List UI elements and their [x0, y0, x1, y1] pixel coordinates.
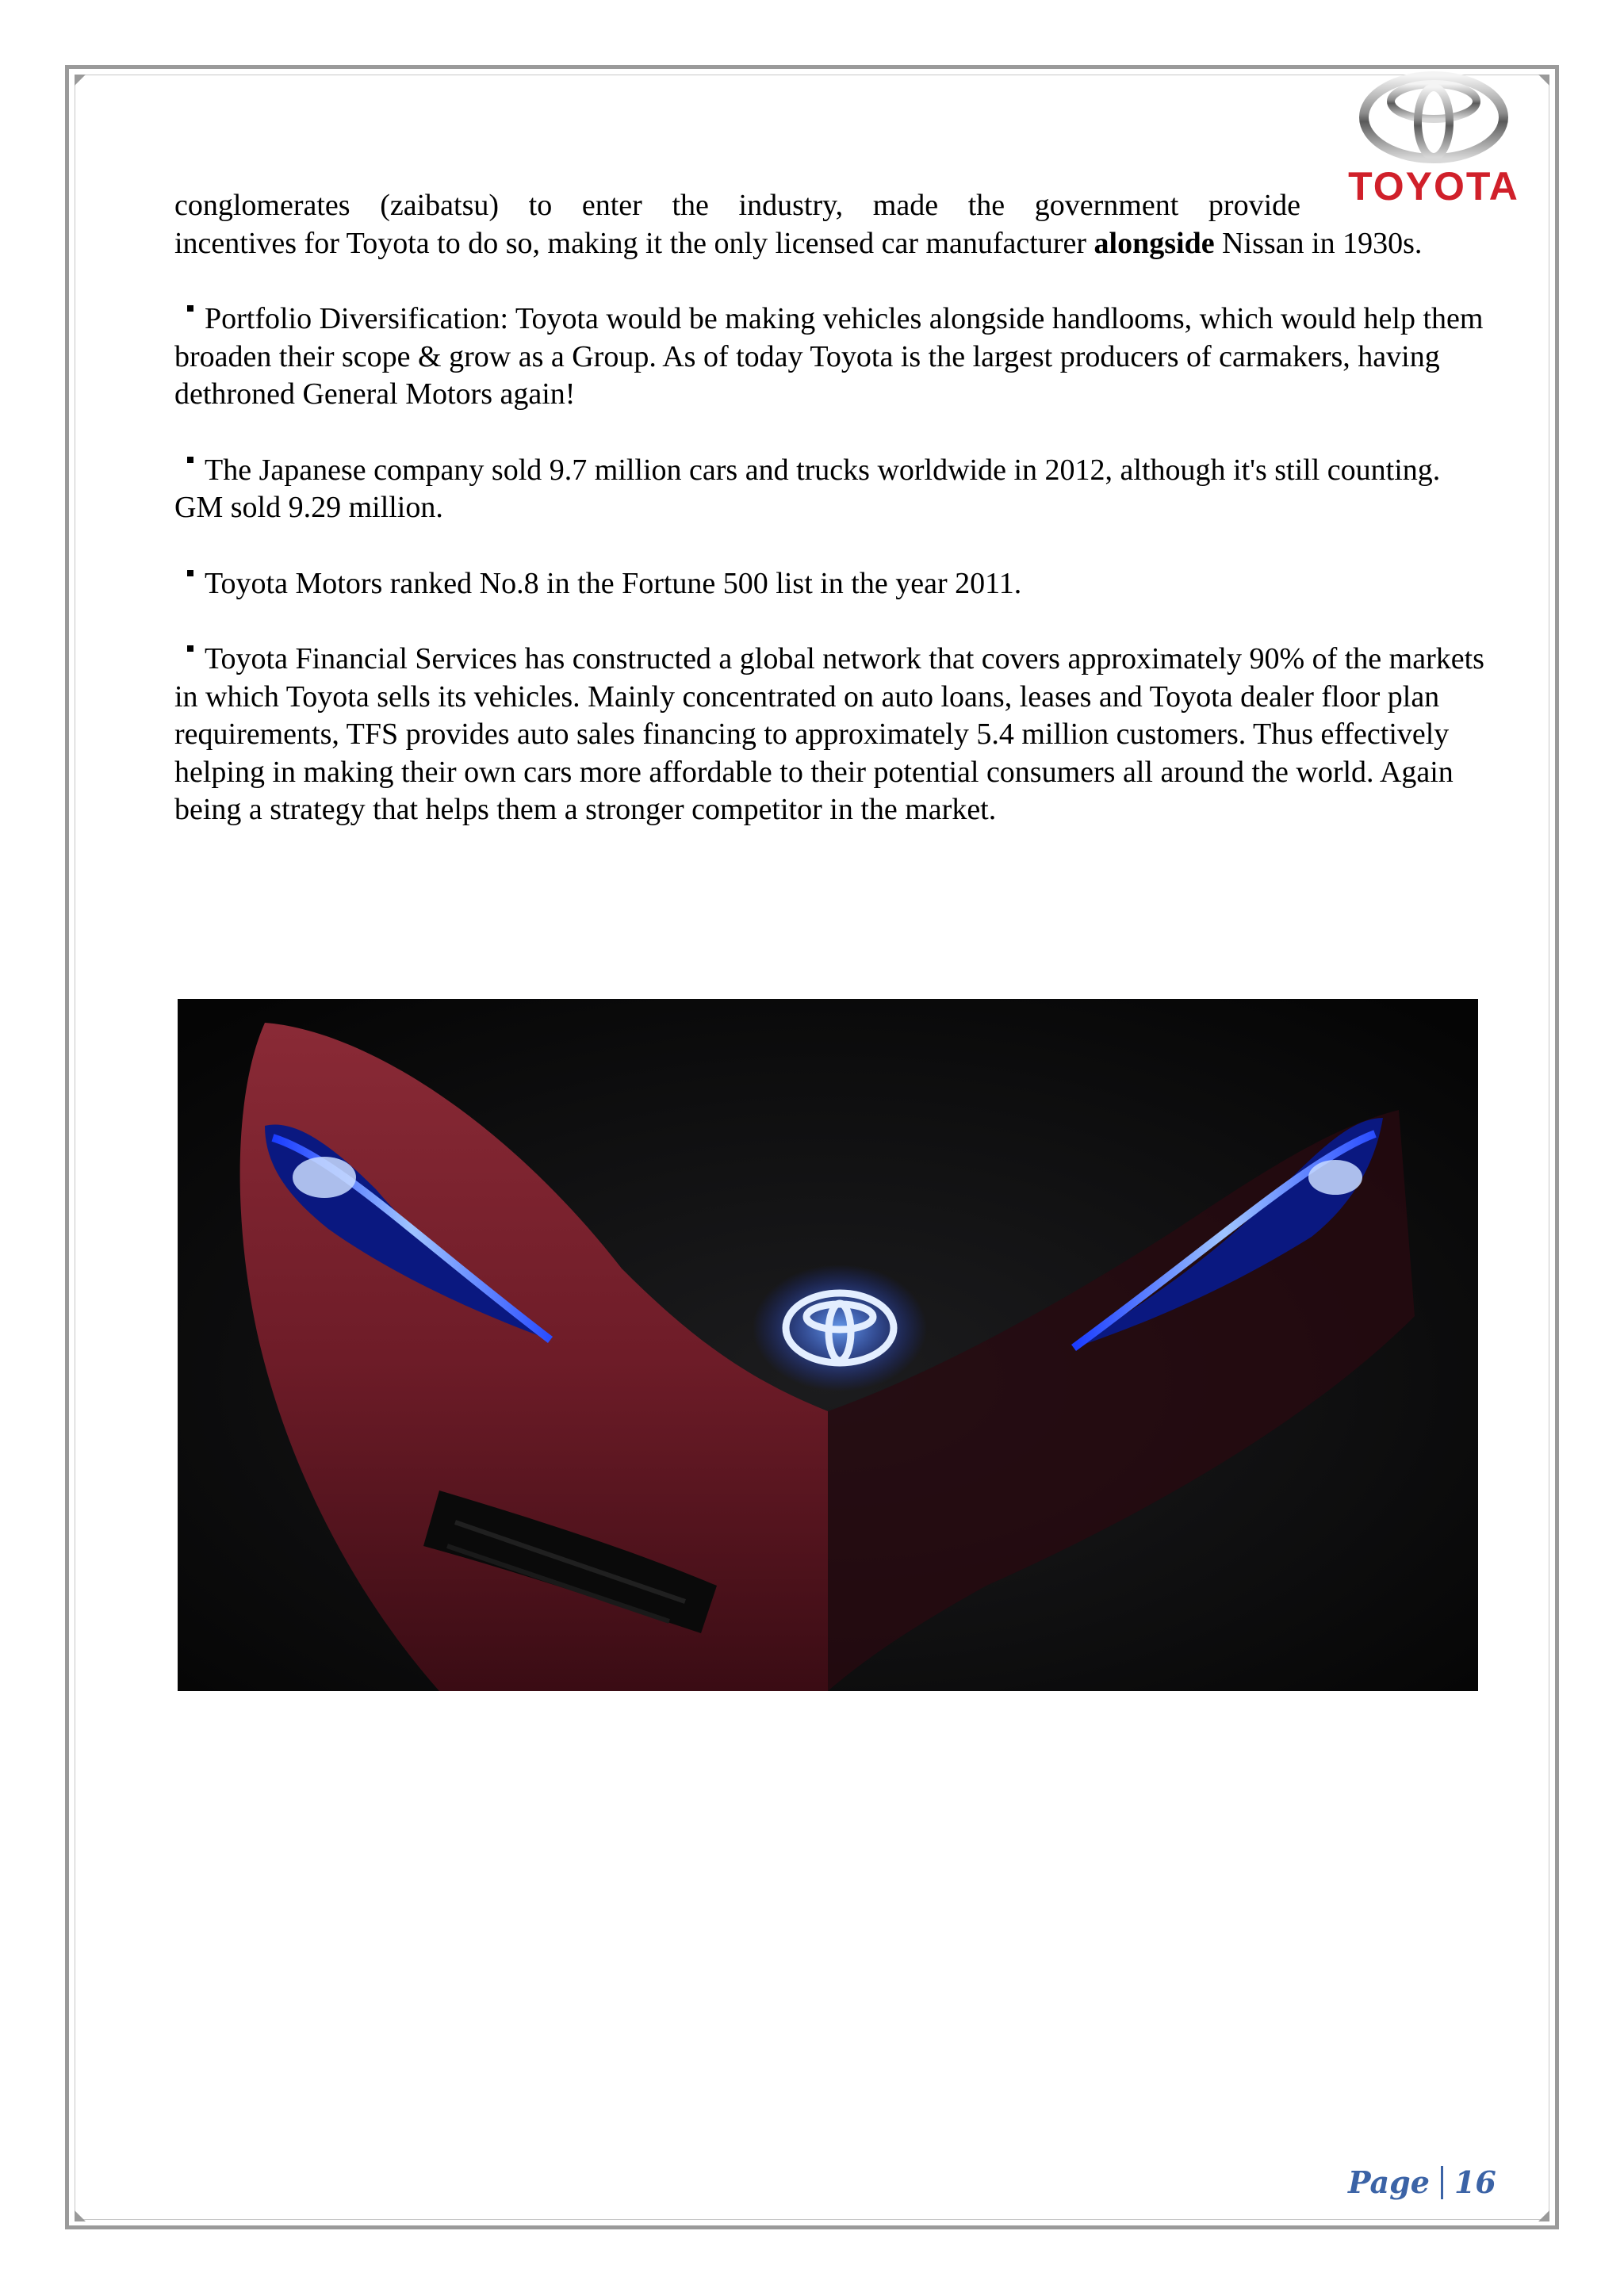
- list-item: [174, 300, 1491, 414]
- square-bullet-icon: [187, 570, 193, 576]
- corner-ornament-bottom-right: [1538, 2210, 1549, 2221]
- page-number: 16: [1454, 2164, 1496, 2200]
- square-bullet-icon: [187, 645, 193, 652]
- corner-ornament-top-left: [75, 75, 86, 86]
- list-item: [174, 565, 1491, 603]
- list-item-text: The Japanese company sold 9.7 million cars and trucks worldwide in 2012, although it's still counting. GM sold 9.29 million.: [174, 453, 1441, 524]
- intro-text-end: Nissan in 1930s.: [1214, 226, 1423, 260]
- page-footer: [1348, 2164, 1499, 2212]
- list-item-text: Toyota Motors ranked No.8 in the Fortune 500 list in the year 2011.: [205, 566, 1022, 600]
- list-item-text: Toyota Financial Services has constructed a global network that covers approximately 90% of the markets in which Toyota sells its vehicles. Mainly concentrated on auto loans, leases and Toyota dealer floor plan requirements, TFS provides auto sales financing to approximately 5.4 million customers. Thus effectively helping in making their own cars more affordable to their potential consumers all around the world. Again being a strategy that helps them a stronger competitor in the market.: [174, 642, 1484, 826]
- toyota-wordmark: TOYOTA: [1348, 164, 1519, 209]
- body-text: [174, 187, 1491, 829]
- toyota-emblem-icon: [1329, 70, 1538, 163]
- list-item: [174, 641, 1491, 829]
- intro-paragraph: [174, 187, 1491, 262]
- page-label: Page: [1348, 2164, 1430, 2200]
- corner-ornament-bottom-left: [75, 2210, 86, 2221]
- intro-bold-word: alongside: [1094, 226, 1215, 260]
- list-item: [174, 452, 1491, 527]
- toyota-concept-car-front-icon: [178, 999, 1478, 1691]
- concept-car-photo: [178, 999, 1478, 1691]
- list-item-text: Portfolio Diversification: Toyota would be making vehicles alongside handlooms, which would help them broaden their scope & grow as a Group. As of today Toyota is the largest producers of carmakers, having dethroned General Motors again!: [174, 302, 1484, 411]
- square-bullet-icon: [187, 305, 193, 312]
- square-bullet-icon: [187, 457, 193, 463]
- intro-first-line: conglomerates (zaibatsu) to enter the industry, made the government provide: [174, 189, 1300, 222]
- corner-ornament-top-right: [1538, 75, 1549, 86]
- footer-divider: [1441, 2166, 1443, 2199]
- intro-text: incentives for Toyota to do so, making it the only licensed car manufacturer: [174, 226, 1094, 260]
